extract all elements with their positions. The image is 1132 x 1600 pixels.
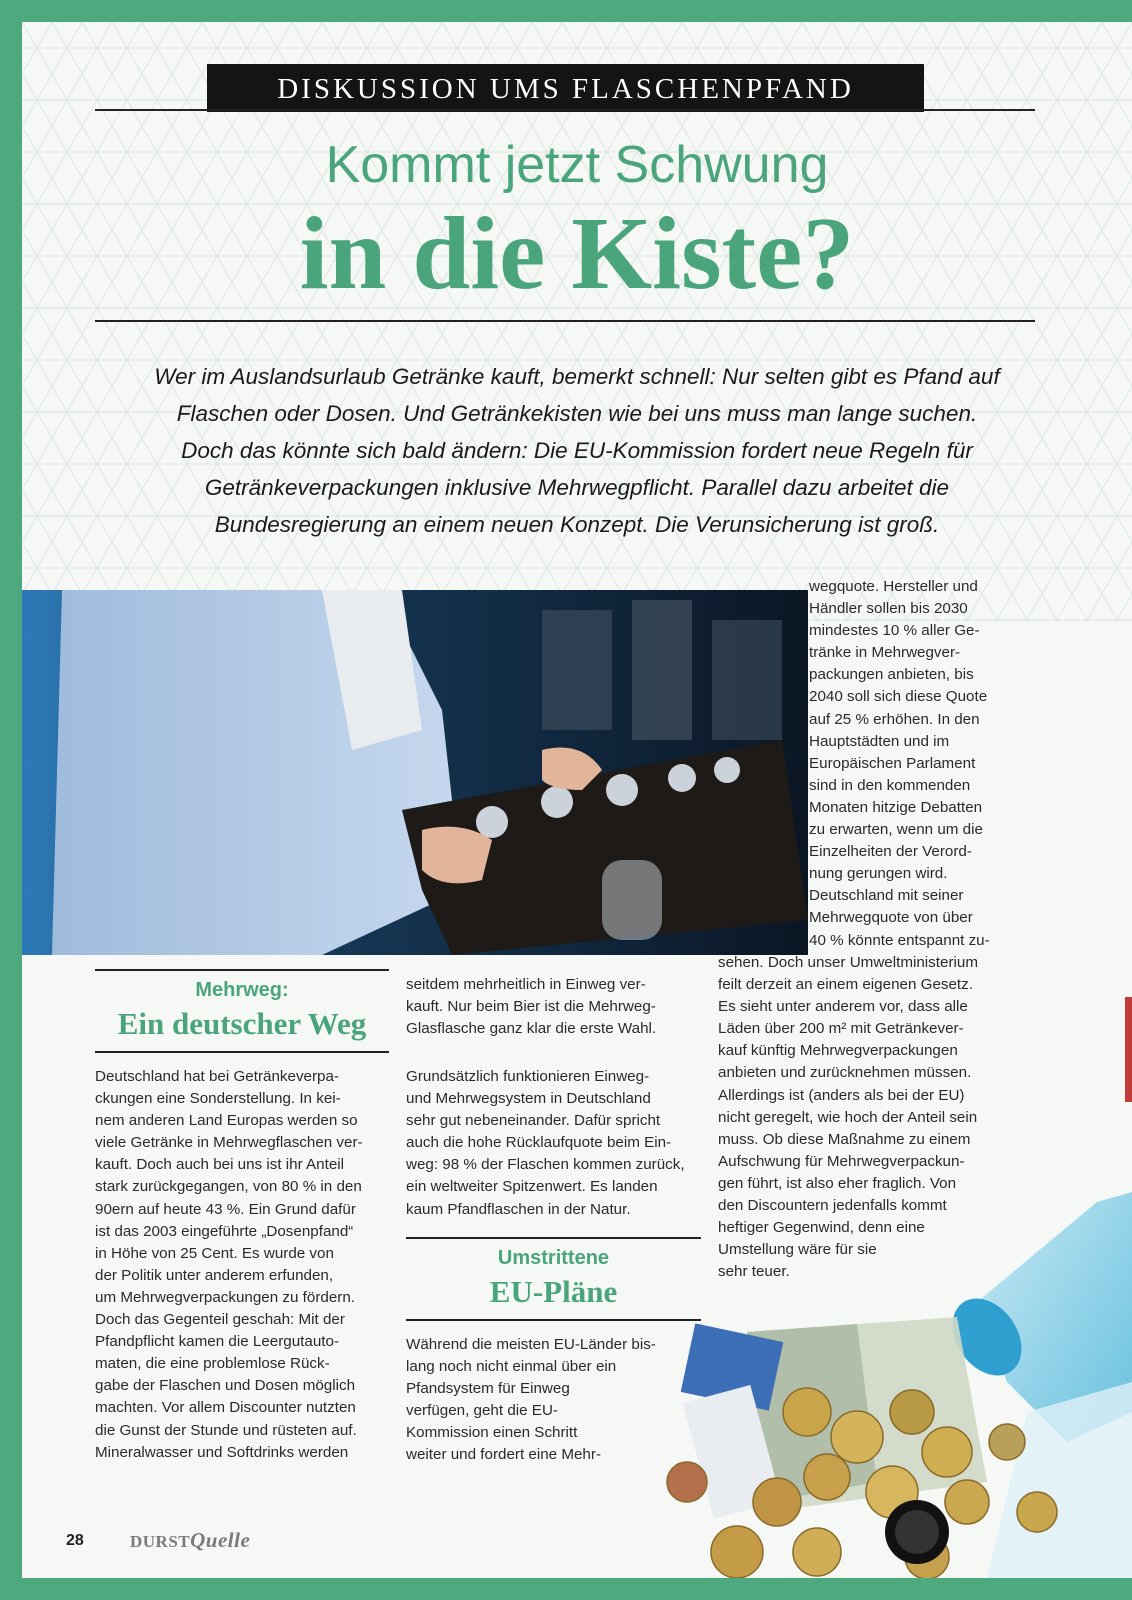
lead-line: Doch das könnte sich bald ändern: Die EU-Kommission fordert neue Regeln für [181,438,973,463]
text-line: 2040 soll sich diese Quote [809,688,988,706]
text-line: muss. Ob diese Maßnahme zu einem [718,1130,971,1148]
text-line: Europäischen Parlament [809,754,976,772]
text-line: seitdem mehrheitlich in Einweg ver- [406,976,646,993]
section1-kicker: Mehrweg: [195,979,289,1001]
text-line: auch die hohe Rücklaufquote beim Ein- [406,1134,672,1152]
text-line: verfügen, geht die EU- [406,1402,558,1420]
crate-photo [22,590,808,955]
text-line: Monaten hitzige Debatten [809,798,983,816]
lead-line: Getränkeverpackungen inklusive Mehrwegpflicht. Parallel dazu arbeitet die [204,475,950,500]
text-line: machten. Vor allem Discounter nutzten [95,1399,356,1417]
text-line: zu erwarten, wenn um die [809,821,983,839]
text-line: um Mehrwegverpackungen zu fördern. [95,1288,356,1306]
section1-heading: Ein deutscher Weg [117,1006,367,1041]
headline-line-2: in die Kiste? [299,196,855,311]
text-line: sehr teuer. [718,1263,790,1281]
money-bottles-image [627,1182,1132,1578]
text-line: kauft. Nur beim Bier ist die Mehrweg- [406,998,656,1016]
text-line: Deutschland mit seiner [809,887,964,905]
text-line: Allerdings ist (anders als bei der EU) [718,1086,965,1104]
text-line: viele Getränke in Mehrwegflaschen ver- [95,1134,363,1152]
lead-line: Flaschen oder Dosen. Und Getränkekisten wie bei uns muss man lange suchen. [176,401,978,426]
headline-rule [95,320,1035,322]
text-line: weg: 98 % der Flaschen kommen zurück, [406,1156,685,1174]
text-line: packungen anbieten, bis [809,666,974,684]
text-line: Mehrwegquote von über [809,909,973,927]
text-line: Läden über 200 m² mit Getränkever- [718,1020,964,1038]
text-line: Kommission einen Schritt [406,1424,578,1442]
text-line: sind in den kommenden [809,776,971,794]
top-rule [95,109,1035,111]
text-line: Doch das Gegenteil geschah: Mit der [95,1311,345,1329]
text-line: auf 25 % erhöhen. In den [809,710,980,728]
section2-heading: EU-Pläne [489,1274,618,1309]
text-line: nem anderen Land Europas werden so [95,1112,358,1130]
text-line: gabe der Flaschen und Dosen möglich [95,1377,356,1395]
lead-line: Bundesregierung an einem neuen Konzept. Die Verunsicherung ist groß. [214,512,940,537]
lead-paragraph [92,358,1062,543]
text-line: wegquote. Hersteller und [809,578,978,595]
text-line: Mineralwasser und Softdrinks werden [95,1443,349,1461]
column-2-text-top [406,974,706,1040]
text-line: Einzelheiten der Verord- [809,843,972,861]
text-line: Deutschland hat bei Getränkeverpa- [95,1068,339,1085]
page-number: 28 [66,1532,84,1549]
brand-logo-part-b: Quelle [190,1528,251,1552]
text-line: die Gunst der Stunde und rüsteten auf. [95,1421,357,1439]
text-line: anbieten und zurücknehmen müssen. [718,1064,972,1082]
text-line: und Mehrwegsystem in Deutschland [406,1090,651,1108]
text-line: feilt derzeit an einem eigenen Gesetz. [718,976,973,994]
text-line: heftiger Gegenwind, denn eine [718,1219,925,1237]
text-line: Glasflasche ganz klar die erste Wahl. [406,1020,657,1038]
text-line: Pfandpflicht kamen die Leergutauto- [95,1333,340,1351]
text-line: Während die meisten EU-Länder bis- [406,1336,656,1353]
text-line: ein weltweiter Spitzenwert. Es landen [406,1178,658,1196]
section-kicker: DISKUSSION UMS FLASCHENPFAND [207,64,924,112]
column-3-text-top [809,576,1039,952]
text-line: weiter und fordert eine Mehr- [406,1446,601,1464]
text-line: sehr gut nebeneinander. Dafür spricht [406,1112,661,1130]
section2-kicker: Umstrittene [497,1247,610,1269]
text-line: Händler sollen bis 2030 [809,600,968,618]
text-line: Grundsätzlich funktionieren Einweg- [406,1068,650,1085]
text-line: tränke in Mehrwegver- [809,644,961,662]
brand-logo [130,1528,250,1553]
text-line: gen führt, ist also eher fraglich. Von [718,1174,957,1192]
brand-logo-part-a: DURST [130,1532,191,1551]
text-line: mindestes 10 % aller Ge- [809,622,980,640]
text-line: den Discountern jedenfalls kommt [718,1197,947,1215]
text-line: maten, die eine problemlose Rück- [95,1355,330,1373]
headline-line-1: Kommt jetzt Schwung [325,136,829,194]
text-line: in Höhe von 25 Cent. Es wurde von [95,1244,334,1262]
section1-rule-top [95,969,389,971]
text-line: kauf künftig Mehrwegverpackungen [718,1042,958,1060]
text-line: nung gerungen wird. [809,865,948,883]
text-line: Aufschwung für Mehrwegverpackun- [718,1152,965,1170]
text-line: der Politik unter anderem erfunden, [95,1266,334,1284]
text-line: Es sieht unter anderem vor, dass alle [718,998,968,1016]
text-line: sehen. Doch unser Umweltministerium [718,954,978,971]
edge-tab [1125,997,1132,1102]
text-line: Umstellung wäre für sie [718,1241,877,1259]
text-line: nicht geregelt, wie hoch der Anteil sein [718,1108,978,1126]
text-line: ist das 2003 eingeführte „Dosenpfand“ [95,1222,354,1240]
text-line: ckungen eine Sonderstellung. In kei- [95,1090,341,1108]
text-line: 90ern auf heute 43 %. Ein Grund dafür [95,1200,356,1218]
text-line: lang noch nicht einmal über ein [406,1358,617,1376]
magazine-page [22,22,1132,1578]
section1-rule-bottom [95,1051,389,1053]
lead-line: Wer im Auslandsurlaub Getränke kauft, bemerkt schnell: Nur selten gibt es Pfand auf [154,364,1000,389]
text-line: kaum Pfandflaschen in der Natur. [406,1200,631,1218]
text-line: 40 % könnte entspannt zu- [809,931,990,949]
text-line: Hauptstädten und im [809,732,950,750]
text-line: kauft. Doch auch bei uns ist ihr Anteil [95,1156,345,1174]
text-line: stark zurückgegangen, von 80 % in den [95,1178,362,1196]
column-1-text [95,1066,395,1464]
text-line: Pfandsystem für Einweg [406,1380,570,1398]
